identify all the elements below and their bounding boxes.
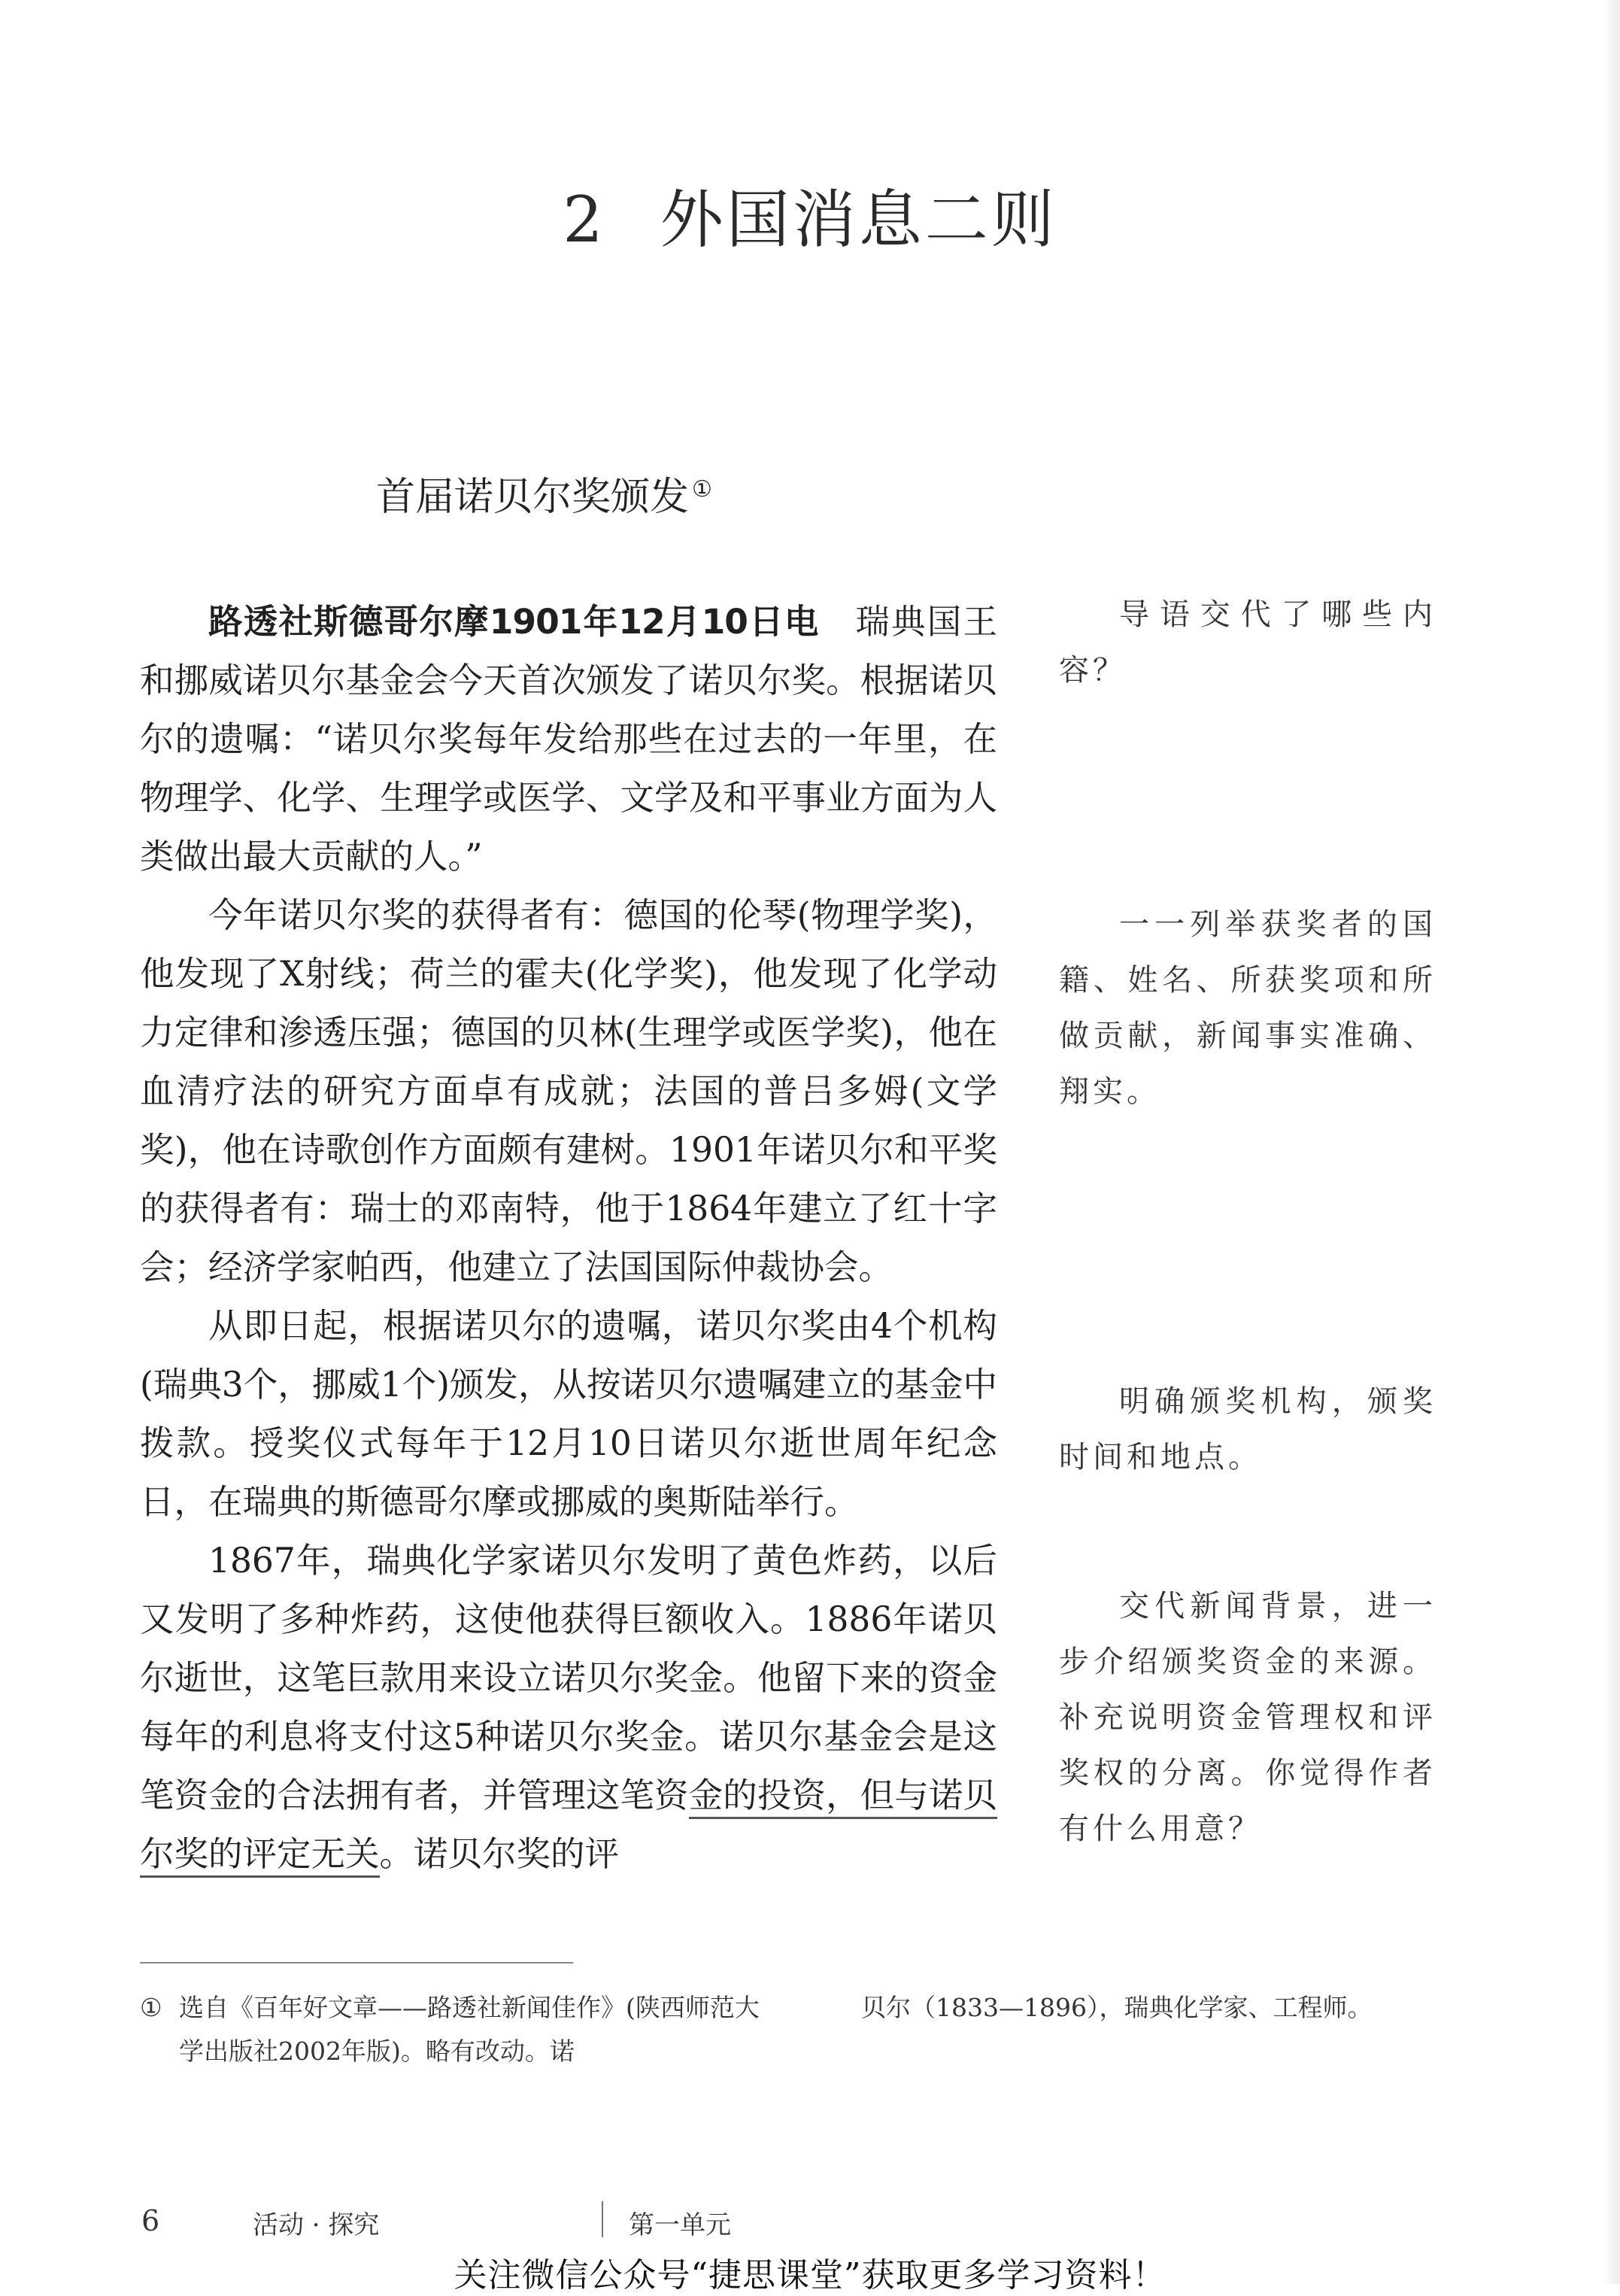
section-label: 活动 · 探究 bbox=[253, 2210, 380, 2240]
footnote-left-text: 选自《百年好文章——路透社新闻佳作》(陕西师范大学出版社2002年版)。略有改动。诺 bbox=[179, 1993, 760, 2066]
article-headline-text: 首届诺贝尔奖颁发 bbox=[376, 475, 690, 520]
footnote-divider bbox=[140, 1962, 573, 1963]
margin-note-institutions: 明确颁奖机构，颁奖时间和地点。 bbox=[1059, 1384, 1436, 1474]
footer-divider bbox=[602, 2201, 603, 2237]
footnote-left-column bbox=[140, 1986, 764, 2073]
headline-footnote-mark: ① bbox=[692, 475, 712, 503]
margin-note-lead: 导语交代了哪些内容？ bbox=[1059, 597, 1436, 688]
footnote-mark: ① bbox=[140, 1993, 162, 2022]
lead-text: 瑞典国王和挪威诺贝尔基金会今天首次颁发了诺贝尔奖。根据诺贝尔的遗嘱：“诺贝尔奖每年发给那些在过去的一年里，在物理学、化学、生理学或医学、文学及和平事业方面为人类做出最大贡献的人。” bbox=[140, 602, 997, 876]
lesson-title bbox=[0, 169, 1620, 260]
page-number: 6 bbox=[141, 2204, 160, 2237]
background-paragraph bbox=[140, 1532, 997, 1884]
unit-label: 第一单元 bbox=[629, 2210, 731, 2240]
background-text-start: 1867年，瑞典化学家诺贝尔发明了黄色炸药，以后又发明了多种炸药，这使他获得巨额收入。1886年诺贝尔逝世，这笔巨款用来设立诺贝尔奖金。他留下来的资金每年的利息将支付这5种诺贝尔奖金。诺贝尔基金会是这笔资金的合法拥有者，并管理这笔资 bbox=[140, 1541, 997, 1815]
margin-note-background: 交代新闻背景，进一步介绍颁奖资金的来源。补充说明资金管理权和评奖权的分离。你觉得作者有什么用意？ bbox=[1059, 1589, 1436, 1846]
margin-note-winners: 一一列举获奖者的国籍、姓名、所获奖项和所做贡献，新闻事实准确、翔实。 bbox=[1059, 907, 1436, 1109]
article-body bbox=[140, 593, 997, 1884]
page-edge bbox=[1603, 0, 1620, 2284]
underlined-text: 金的投资，但与诺贝尔奖的评定无关 bbox=[140, 1775, 997, 1878]
dateline: 路透社斯德哥尔摩1901年12月10日电 bbox=[208, 602, 820, 642]
background-text-end: 。诺贝尔奖的评 bbox=[379, 1834, 620, 1874]
lead-paragraph bbox=[140, 593, 997, 886]
award-institutions-paragraph: 从即日起，根据诺贝尔的遗嘱，诺贝尔奖由4个机构(瑞典3个，挪威1个)颁发，从按诺贝尔遗嘱建立的基金中拨款。授奖仪式每年于12月10日诺贝尔逝世周年纪念日，在瑞典的斯德哥尔摩或挪威的奥斯陆举行。 bbox=[140, 1306, 997, 1522]
winners-paragraph: 今年诺贝尔奖的获得者有：德国的伦琴(物理学奖)，他发现了X射线；荷兰的霍夫(化学奖)，他发现了化学动力定律和渗透压强；德国的贝林(生理学或医学奖)，他在血清疗法的研究方面卓有成就；法国的普吕多姆(文学奖)，他在诗歌创作方面颇有建树。1901年诺贝尔和平奖的获得者有：瑞士的邓南特，他于1864年建立了红十字会；经济学家帕西，他建立了法国国际仲裁协会。 bbox=[140, 895, 997, 1287]
promo-banner: 关注微信公众号“捷思课堂”获取更多学习资料！ bbox=[454, 2256, 1166, 2294]
footnote-right-column: 贝尔（1833—1896），瑞典化学家、工程师。 bbox=[861, 1993, 1373, 2022]
lesson-title-text: 外国消息二则 bbox=[660, 183, 1057, 257]
lesson-number: 2 bbox=[563, 183, 606, 257]
article-headline bbox=[376, 465, 712, 521]
